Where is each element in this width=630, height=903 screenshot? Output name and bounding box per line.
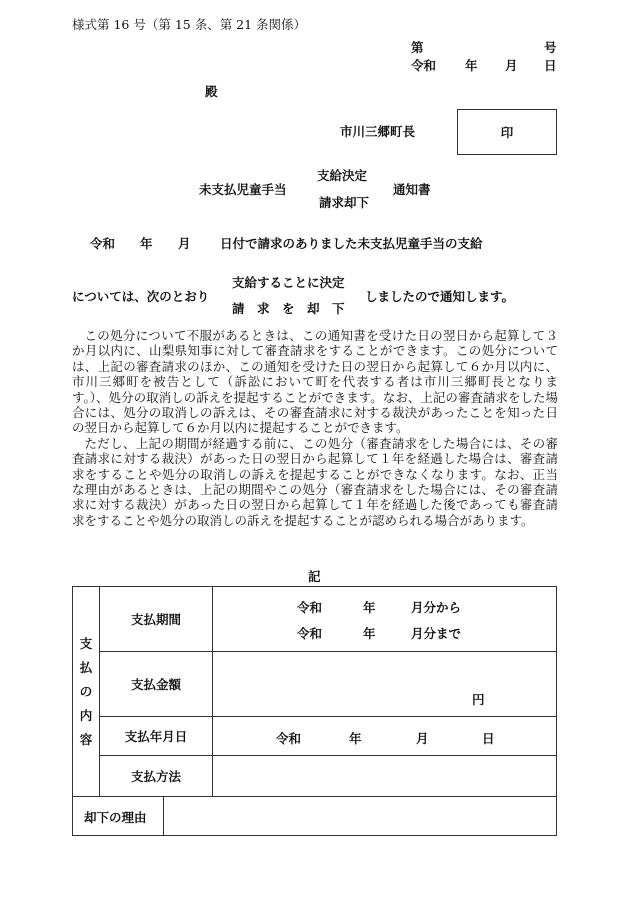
paragraph-proviso: ただし、上記の期間が経過する前に、この処分（審査請求をした場合には、その審査請求に対する裁決）があった日の翌日から起算して１年を経過した場合は、審査請求をすることや処分の取消しの訴えを提起することができなくなります。なお、正当な理由があるときは、上記の期間やこの処分（審査請求をした場合には、その審査請求に対する裁決）があった日の翌日から起算して１年を経過した後であっても審査請求をすることや処分の取消しの訴えを提起することが認められる場合があります。 [72, 435, 558, 528]
reject-reason-label: 却下の理由 [84, 810, 147, 825]
period-from-year: 年 [363, 600, 376, 615]
date-day-label: 日 [544, 58, 557, 73]
period-to-month: 月分まで [411, 626, 462, 641]
period-from-month: 月分から [411, 600, 462, 615]
payment-date-year: 年 [349, 731, 362, 746]
line2-lead: については、次のとおり [72, 289, 210, 304]
side-char: 内 [79, 707, 93, 723]
line2-option-grant: 支給することに決定 [232, 275, 345, 290]
line1-text: 日付で請求のありました未支払児童手当の支給 [220, 236, 483, 251]
issuer-name: 市川三郷町長 [340, 124, 416, 139]
reject-reason-divider [163, 797, 164, 835]
addressee-suffix: 殿 [205, 84, 218, 99]
notice-body [72, 328, 558, 528]
amount-label: 支払金額 [100, 652, 213, 717]
payment-content-side-label [73, 587, 100, 797]
doc-number-suffix: 号 [544, 40, 557, 55]
title-lead: 未支払児童手当 [199, 182, 287, 197]
seal-label: 印 [500, 125, 514, 140]
date-month-label: 月 [505, 58, 518, 73]
payment-date-cell[interactable] [213, 717, 557, 756]
title-option-reject: 請求却下 [319, 195, 370, 210]
seal-box [457, 109, 557, 155]
ki-heading: 記 [308, 569, 321, 584]
line2-tail: しましたので通知します。 [365, 289, 515, 304]
amount-value-cell[interactable] [213, 652, 557, 717]
payment-date-label: 支払年月日 [100, 717, 213, 756]
paragraph-appeal: この処分について不服があるときは、この通知書を受けた日の翌日から起算して３か月以内に、山梨県知事に対して審査請求をすることができます。この処分については、上記の審査請求のほか、この通知を受けた日の翌日から起算して６か月以内に、市川三郷町を被告として（訴訟において町を代表する者は市川三郷町長となります。）、処分の取消しの訴えを提起することができます。なお、上記の審査請求をした場合には、処分の取消しの訴えは、その審査請求に対する裁決があったことを知った日の翌日から起算して６か月以内に提起することができます。 [72, 328, 558, 436]
side-char: 払 [79, 659, 93, 675]
period-label: 支払期間 [100, 587, 213, 652]
period-value-cell[interactable] [213, 587, 557, 652]
payment-date-era: 令和 [276, 731, 302, 746]
form-id: 様式第 16 号（第 15 条、第 21 条関係） [72, 17, 307, 32]
line1-year: 年 [140, 236, 153, 251]
date-year-label: 年 [465, 58, 478, 73]
side-char: の [79, 683, 93, 699]
side-char: 容 [79, 731, 93, 747]
side-char: 支 [79, 635, 93, 651]
payment-date-day: 日 [482, 731, 495, 746]
period-to-era: 令和 [297, 626, 323, 641]
reject-reason-row [73, 797, 557, 836]
date-era: 令和 [411, 58, 437, 73]
payment-details-table [72, 586, 557, 836]
line2-option-reject: 請 求 を 却 下 [232, 301, 345, 316]
line1-era: 令和 [90, 236, 116, 251]
payment-method-label: 支払方法 [100, 756, 213, 797]
payment-method-cell[interactable] [213, 756, 557, 797]
period-from-era: 令和 [297, 600, 323, 615]
title-option-grant: 支給決定 [317, 168, 368, 183]
title-tail: 通知書 [393, 182, 431, 197]
period-to-year: 年 [363, 626, 376, 641]
line1-month: 月 [178, 236, 191, 251]
amount-unit: 円 [472, 692, 485, 707]
payment-date-month: 月 [416, 731, 429, 746]
doc-number-prefix: 第 [411, 40, 424, 55]
